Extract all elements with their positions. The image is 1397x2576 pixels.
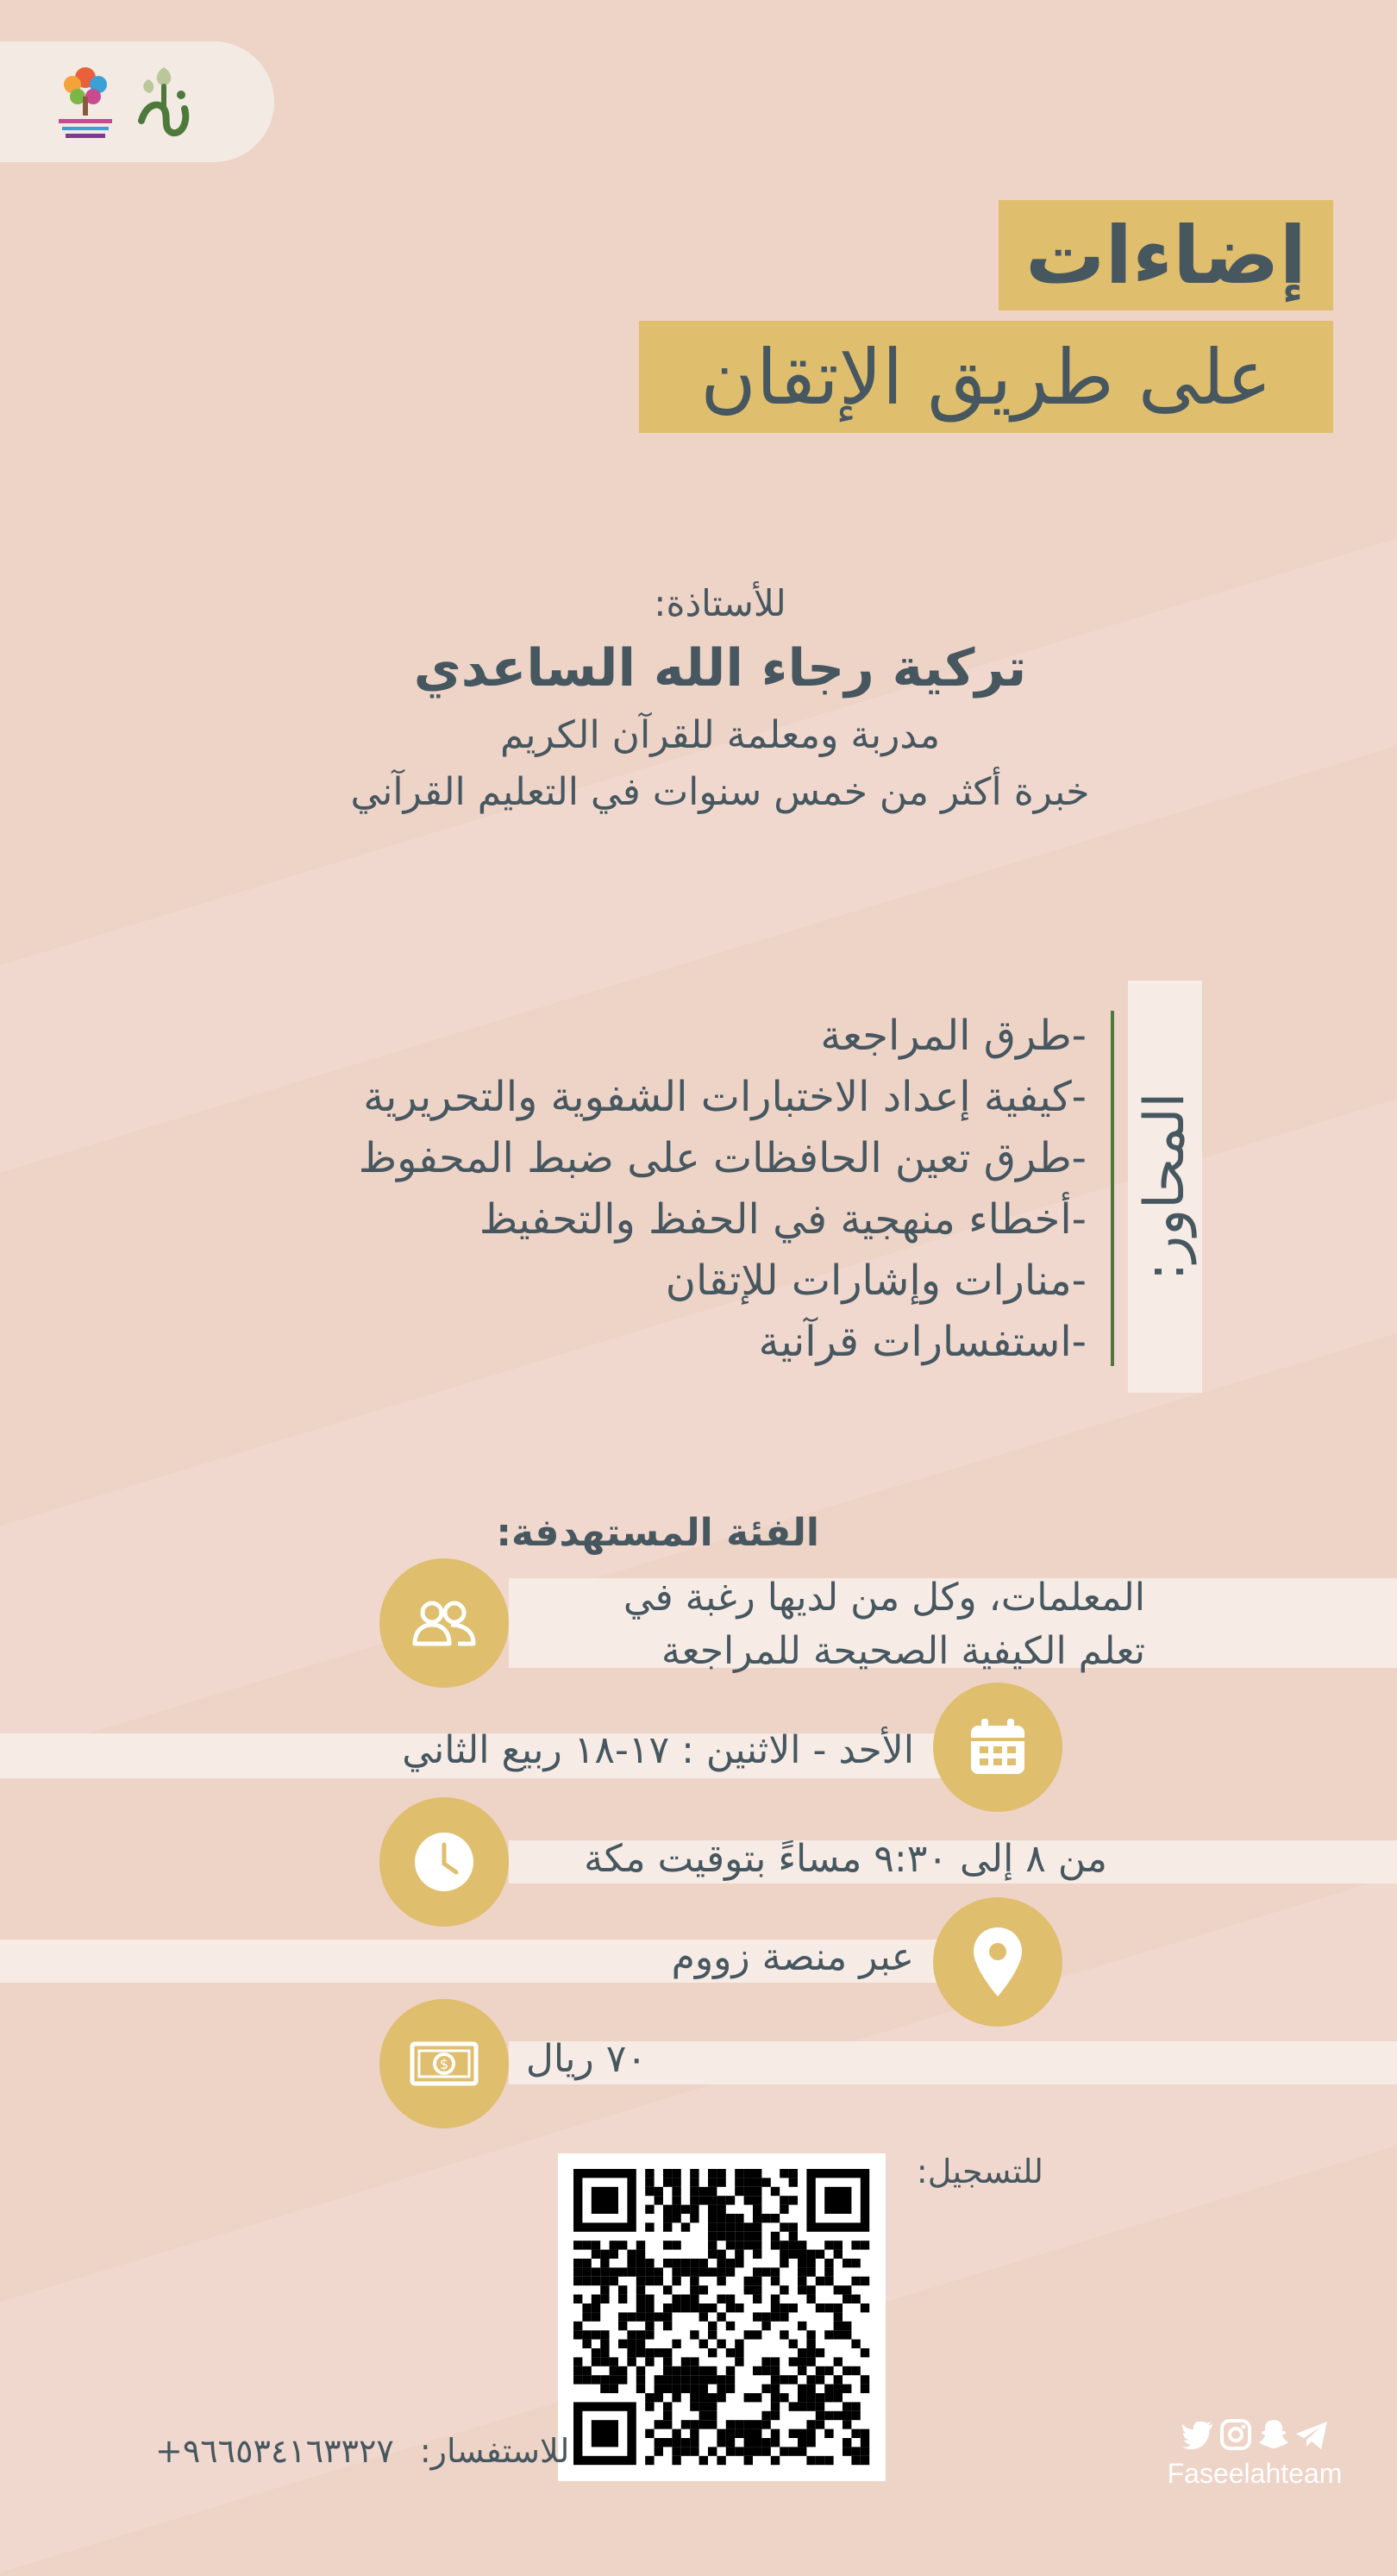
axis-item: -منارات وإشارات للإتقان [665, 1257, 1087, 1305]
instructor-prefix: للأستاذة: [654, 582, 786, 624]
svg-text:$: $ [439, 2056, 449, 2072]
contact-label: للاستفسار: [419, 2432, 570, 2470]
social-icons [1156, 2418, 1354, 2454]
social-block [1156, 2418, 1354, 2490]
axes-divider [1111, 1011, 1114, 1366]
social-handle: Faseelahteam [1167, 2458, 1343, 2489]
axis-item: -أخطاء منهجية في الحفظ والتحفيظ [479, 1195, 1087, 1244]
telegram-icon[interactable] [1294, 2420, 1329, 2451]
place-icon-circle [933, 1897, 1062, 2027]
audience-icon-circle [379, 1558, 509, 1688]
price-text: ٧٠ ريال [525, 2037, 647, 2081]
title-line-1-text: إضاءات [1025, 209, 1306, 302]
place-text: عبر منصة زووم [671, 1935, 914, 1979]
instructor-section [259, 578, 1181, 821]
twitter-icon[interactable] [1181, 2422, 1215, 2451]
date-text: الأحد - الاثنين : ١٧-١٨ ربيع الثاني [402, 1728, 914, 1772]
qr-code-graphic [558, 2153, 886, 2481]
date-icon-circle [933, 1683, 1062, 1812]
logo-bar [0, 41, 274, 162]
instructor-experience: خبرة أكثر من خمس سنوات في التعليم القرآني [350, 770, 1090, 814]
contact-row [155, 2432, 569, 2470]
axes-heading: المحاور: [1133, 1092, 1197, 1282]
title-line-1 [999, 200, 1333, 310]
users-icon [408, 1597, 480, 1649]
registration-label: للتسجيل: [916, 2153, 1043, 2191]
price-icon-circle [379, 1999, 509, 2128]
clock-icon [411, 1829, 477, 1895]
time-text: من ٨ إلى ٩:٣٠ مساءً بتوقيت مكة [584, 1837, 1107, 1881]
audience-line-1: المعلمات، وكل من لديها رغبة في [623, 1576, 1145, 1620]
location-pin-icon [972, 1926, 1024, 1998]
audience-line-2: تعلم الكيفية الصحيحة للمراجعة [661, 1629, 1145, 1673]
axis-item: -كيفية إعداد الاختبارات الشفوية والتحريرية [363, 1073, 1087, 1121]
instructor-name: تركية رجاء الله الساعدي [413, 638, 1027, 699]
title-line-2 [639, 321, 1333, 433]
title-line-2-text: على طريق الإتقان [700, 332, 1272, 422]
axes-list [359, 1006, 1087, 1373]
charity-tree-logo [53, 59, 117, 145]
axis-item: -طرق المراجعة [820, 1012, 1087, 1060]
axes-heading-box [1128, 981, 1202, 1393]
instructor-role: مدربة ومعلمة للقرآن الكريم [499, 713, 941, 757]
snapchat-icon[interactable] [1257, 2418, 1290, 2451]
contact-phone: +٩٦٦٥٣٤١٦٣٣٢٧ [155, 2432, 394, 2470]
axis-item: -استفسارات قرآنية [758, 1318, 1087, 1366]
axis-item: -طرق تعين الحافظات على ضبط المحفوظ [358, 1134, 1087, 1182]
faseelah-logo [129, 60, 198, 143]
instagram-icon[interactable] [1219, 2418, 1252, 2451]
audience-heading: الفئة المستهدفة: [496, 1511, 819, 1555]
time-icon-circle [379, 1797, 509, 1927]
calendar-icon [968, 1717, 1028, 1777]
registration-qr-code[interactable] [558, 2153, 886, 2481]
audience-text [623, 1571, 1145, 1678]
money-icon [410, 2041, 479, 2086]
